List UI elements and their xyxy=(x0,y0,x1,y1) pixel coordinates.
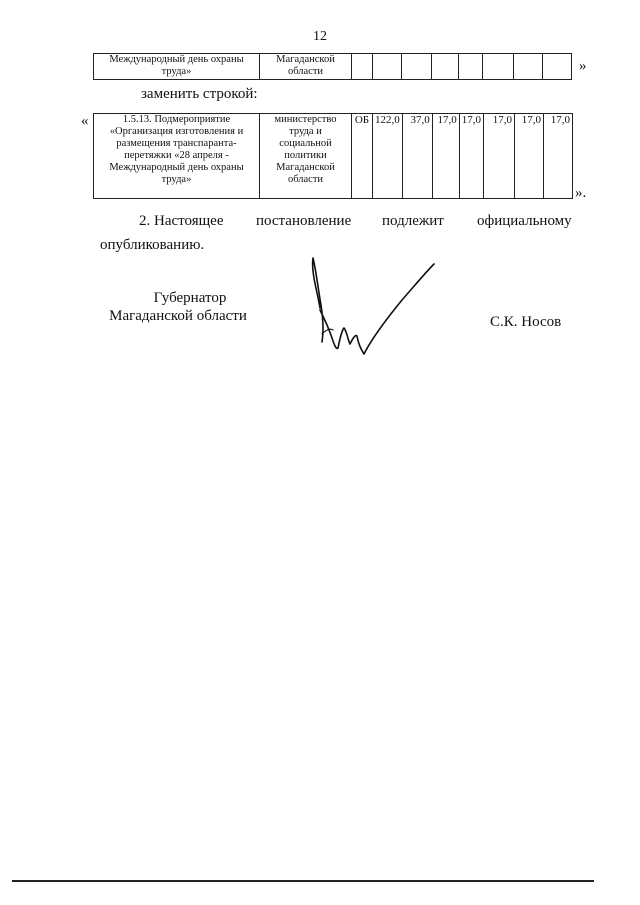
new-row-title: 1.5.13. Подмероприятие «Организация изготовления и размещения транспаранта-перетяжки «28 апреля - Международный день охраны труда» xyxy=(94,114,260,199)
old-row-cell xyxy=(514,54,543,80)
replace-phrase: заменить строкой: xyxy=(141,86,258,102)
page-number: 12 xyxy=(313,29,327,44)
old-row-executor: Магаданской области xyxy=(260,54,352,80)
old-row-cell xyxy=(373,54,402,80)
new-row-value: 37,0 xyxy=(402,114,432,199)
paragraph-last-line: опубликованию. xyxy=(100,237,205,253)
new-row-executor: министерство труда и социальной политики Магаданской области xyxy=(260,114,352,199)
new-row-value: 17,0 xyxy=(484,114,515,199)
paragraph-word: подлежит xyxy=(382,213,444,229)
old-row-cell xyxy=(543,54,572,80)
new-row-value: 122,0 xyxy=(373,114,403,199)
paragraph-word: официальному xyxy=(477,213,572,229)
new-row-open-quote: « xyxy=(81,113,89,129)
bottom-rule xyxy=(12,880,594,882)
new-row-close-quote: ». xyxy=(575,185,587,201)
new-row-value: 17,0 xyxy=(432,114,459,199)
new-table-row xyxy=(93,113,573,199)
old-row-title: Международный день охраны труда» xyxy=(94,54,260,80)
new-row-value: 17,0 xyxy=(515,114,544,199)
old-row-cell xyxy=(402,54,432,80)
old-row-cell xyxy=(352,54,373,80)
new-row-source: ОБ xyxy=(352,114,373,199)
paragraph-word: 2. Настоящее xyxy=(139,213,224,229)
old-row-close-quote: » xyxy=(579,58,587,74)
signatory-title-line1: Губернатор xyxy=(153,290,227,306)
handwritten-signature xyxy=(300,250,450,365)
signatory-name: С.К. Носов xyxy=(490,314,562,330)
old-row-cell xyxy=(483,54,514,80)
paragraph-word: постановление xyxy=(256,213,352,229)
old-row-cell xyxy=(432,54,459,80)
old-table-row xyxy=(93,53,572,80)
old-row-cell xyxy=(459,54,483,80)
signatory-title-line2: Магаданской области xyxy=(109,308,247,324)
new-row-value: 17,0 xyxy=(459,114,483,199)
new-row-value: 17,0 xyxy=(544,114,573,199)
